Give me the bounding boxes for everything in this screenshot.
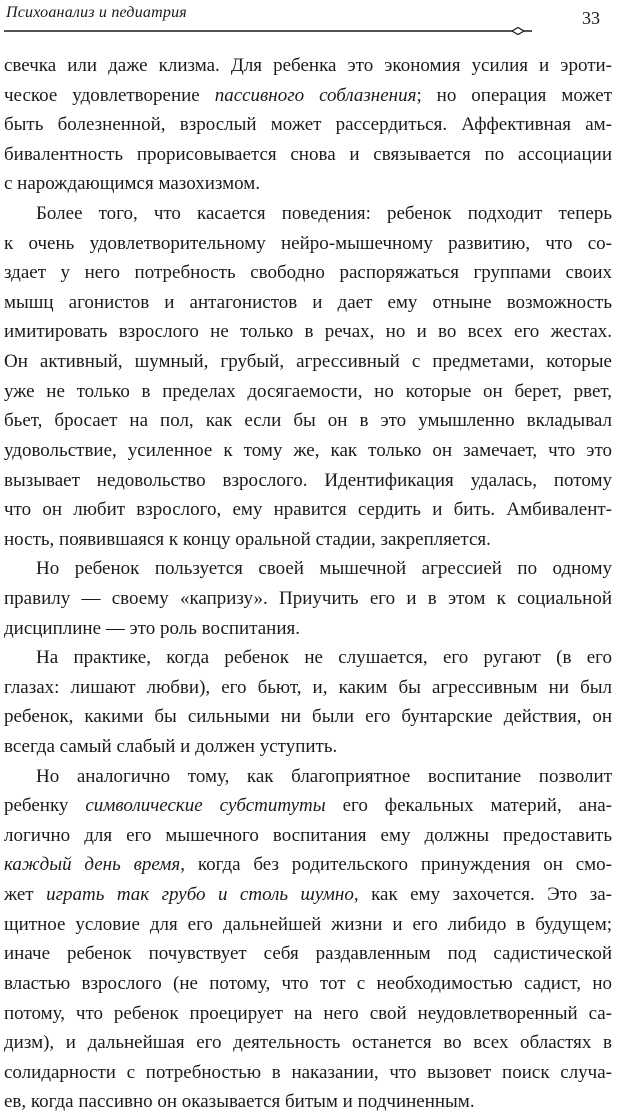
text-run: ; но операция может (416, 84, 613, 106)
text-run: солидарности с потребностью в наказании, что вызовет поиск случа- (4, 1061, 612, 1083)
text-line (4, 1028, 612, 1058)
text-run: , когда без родительского принуждения он смо- (180, 854, 612, 876)
text-run: с нарождающимся мазохизмом. (4, 173, 261, 195)
text-run: правилу — своему «капризу». Приучить его и в этом к социальной (4, 587, 612, 609)
text-run: бьет, бросает на пол, как если бы он в это умышленно вкладывал (4, 410, 612, 432)
text-line (4, 584, 612, 614)
text-run: дизм), и дальнейшая его деятельность останется во всех областях в (4, 1032, 612, 1054)
text-run: ность, появившаяся к концу оральной стадии, закрепляется. (4, 528, 491, 550)
header-rule-diamond-icon (4, 26, 532, 36)
italic-text-run: играть так грубо и столь шумно (46, 884, 354, 906)
text-line (4, 436, 612, 466)
italic-text-run: пассивного соблазнения (214, 84, 417, 106)
text-run: ческое удовлетворение (4, 84, 215, 106)
running-head-title: Психоанализ и педиатрия (6, 4, 187, 21)
text-run: бивалентность прорисовывается снова и связывается по ассоциации (4, 143, 612, 165)
text-line (4, 169, 612, 199)
text-run: здает у него потребность свободно распоряжаться группами своих (4, 262, 612, 284)
text-run: Он активный, шумный, грубый, агрессивный с предметами, которые (4, 351, 612, 373)
text-run: потому, что ребенок проецирует на него свой неудовлетворенный са- (4, 1002, 612, 1024)
text-run: На практике, когда ребенок не слушается, его ругают (в его (36, 647, 612, 669)
text-run: удовольствие, усиленное к тому же, как только он замечает, что это (4, 439, 612, 461)
text-line (4, 643, 612, 673)
text-line (4, 495, 612, 525)
text-line (4, 614, 612, 644)
text-run: Более того, что касается поведения: ребенок подходит теперь (36, 203, 612, 225)
text-run: его фекальных материй, ана- (325, 795, 613, 817)
text-line (4, 466, 612, 496)
text-line (4, 791, 612, 821)
text-line (4, 258, 612, 288)
text-line (4, 554, 612, 584)
text-line (4, 939, 612, 969)
text-line (4, 762, 612, 792)
text-line (4, 140, 612, 170)
text-run: дисциплине — это роль воспитания. (4, 617, 301, 639)
text-run: ребенок, какими бы сильными ни были его бунтарские действия, он (4, 706, 612, 728)
text-line (4, 1087, 612, 1117)
text-line (4, 199, 612, 229)
text-run: логично для его мышечного воспитания ему должны предоставить (4, 824, 612, 846)
text-run: мышц агонистов и антагонистов и дает ему отныне возможность (4, 291, 612, 313)
text-run: что он любит взрослого, ему нравится сердить и бить. Амбивалент- (4, 499, 612, 521)
page-number: 33 (582, 8, 600, 28)
italic-text-run: каждый день время (4, 854, 181, 876)
text-line (4, 821, 612, 851)
text-run: быть болезненной, взрослый может рассердиться. Аффективная ам- (4, 114, 612, 136)
text-line (4, 110, 612, 140)
text-line (4, 317, 612, 347)
text-line (4, 1058, 612, 1088)
text-line (4, 850, 612, 880)
text-line (4, 999, 612, 1029)
text-run: , как ему захочется. Это за- (353, 884, 612, 906)
text-run: к очень удовлетворительному нейро-мышечному развитию, что со- (4, 232, 612, 254)
text-run: уже не только в пределах досягаемости, но которые он берет, рвет, (4, 380, 612, 402)
text-line (4, 406, 612, 436)
text-line (4, 81, 612, 111)
text-run: свечка или даже клизма. Для ребенка это экономия усилия и эроти- (4, 55, 612, 76)
text-run: всегда самый слабый и должен уступить. (4, 736, 338, 758)
text-line (4, 880, 612, 910)
text-run: щитное условие для его дальнейшей жизни и его либидо в будущем; (4, 913, 612, 935)
text-line (4, 229, 612, 259)
text-run: иначе ребенок почувствует себя раздавленным под садистической (4, 943, 612, 965)
text-run: глазах: лишают любви), его бьют, и, каким бы агрессивным ни был (4, 676, 612, 698)
text-line (4, 377, 612, 407)
text-line (4, 347, 612, 377)
text-line (4, 525, 612, 555)
text-line (4, 288, 612, 318)
text-run: Но ребенок пользуется своей мышечной агрессией по одному (36, 558, 612, 580)
text-line (4, 702, 612, 732)
text-run: вызывает недовольство взрослого. Идентификация удалась, потому (4, 469, 612, 491)
text-line (4, 732, 612, 762)
text-line (4, 969, 612, 999)
text-run: властью взрослого (не потому, что тот с необходимостью садист, но (4, 972, 612, 994)
text-run: жет (4, 884, 47, 906)
italic-text-run: символические субституты (85, 795, 326, 817)
text-run: имитировать взрослого не только в речах, но и во всех его жестах. (4, 321, 612, 343)
text-run: Но аналогично тому, как благоприятное воспитание позволит (36, 765, 612, 787)
text-line (4, 673, 612, 703)
text-run: ребенку (4, 795, 86, 817)
text-line (4, 51, 612, 81)
body-text (4, 51, 612, 1117)
text-line (4, 910, 612, 940)
text-run: ев, когда пассивно он оказывается битым и подчиненным. (4, 1091, 475, 1113)
